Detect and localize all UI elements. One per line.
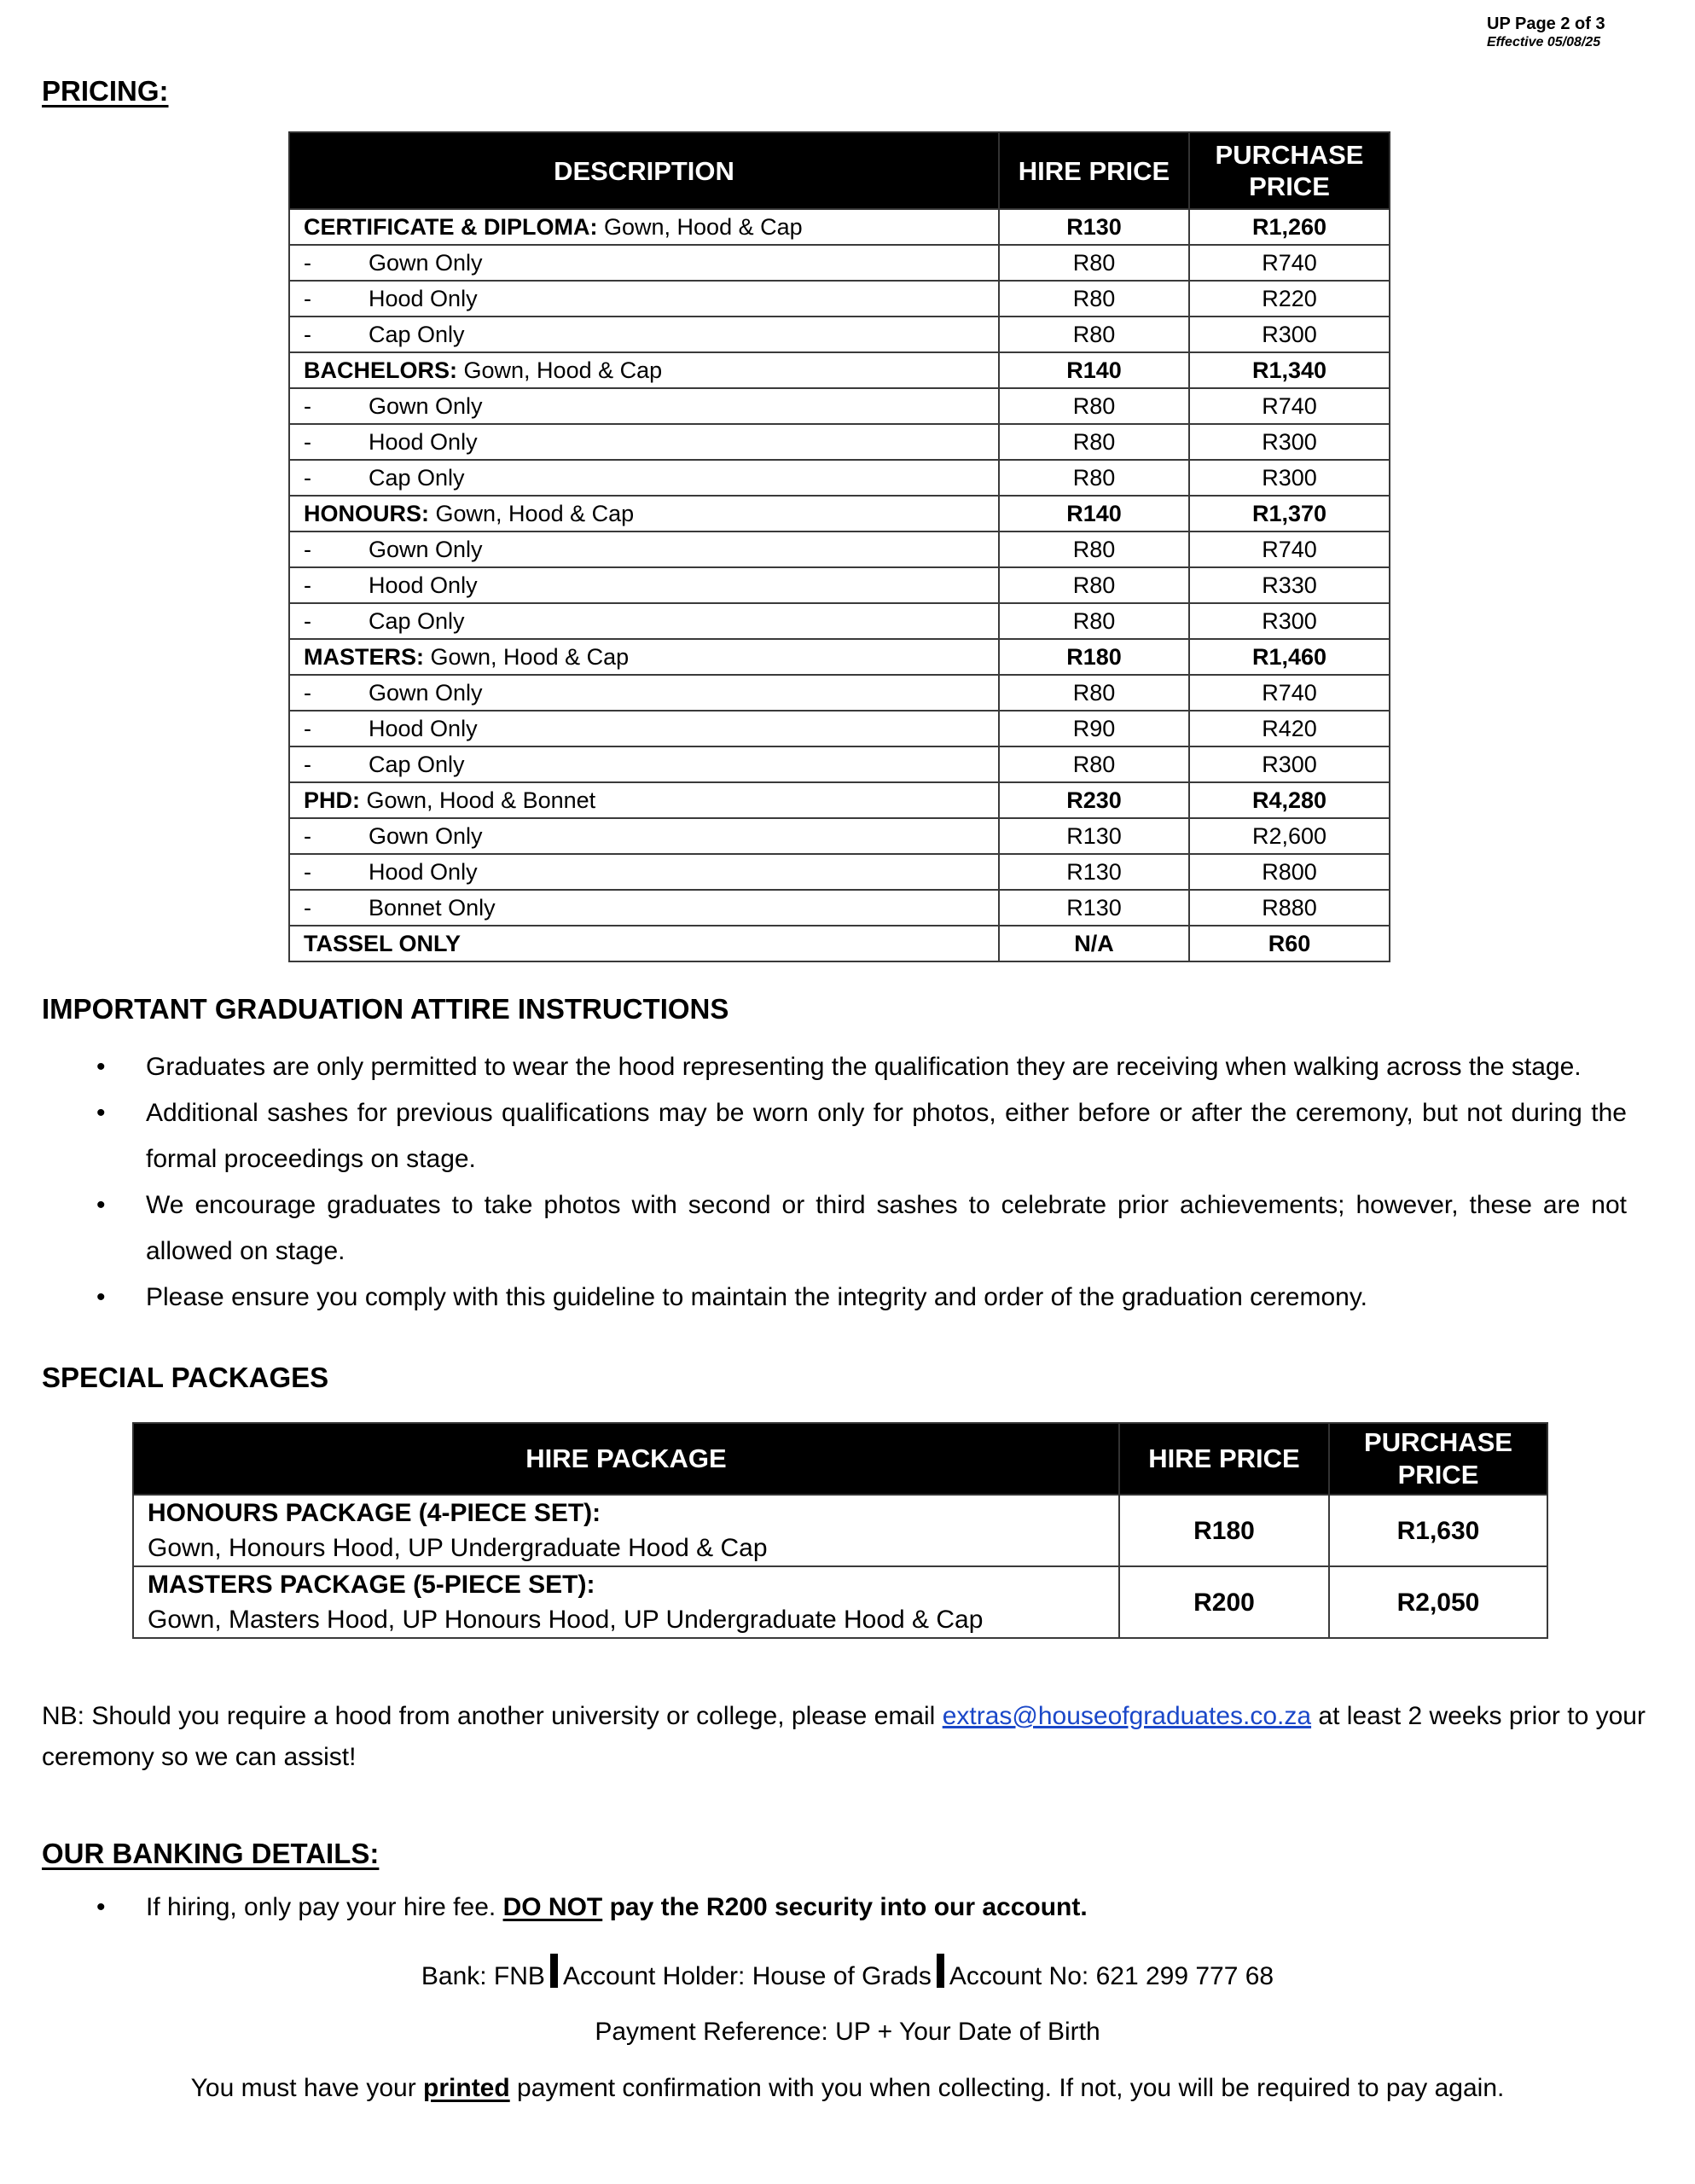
dash-marker: -: [304, 536, 311, 562]
table-row: [133, 1566, 1547, 1638]
dash-marker: -: [304, 321, 311, 347]
table-row: [289, 746, 1390, 782]
item-hire-price: R80: [999, 424, 1189, 460]
item-purchase-price: R300: [1189, 317, 1390, 352]
table-row-group: [289, 209, 1390, 245]
item-name: Cap Only: [369, 464, 465, 491]
email-link[interactable]: extras@houseofgraduates.co.za: [942, 1702, 1312, 1730]
item-purchase-price: R300: [1189, 424, 1390, 460]
item-hire-price: R80: [999, 317, 1189, 352]
list-item: • Graduates are only permitted to wear the hood representing the qualification they are receiving when walking across the stage.: [42, 1044, 1627, 1090]
item-purchase-price: R740: [1189, 388, 1390, 424]
item-purchase-price: R740: [1189, 675, 1390, 711]
table-row: [289, 711, 1390, 746]
item-purchase-price: R740: [1189, 531, 1390, 567]
item-hire-price: R90: [999, 711, 1189, 746]
dash-marker: -: [304, 428, 311, 455]
package-description: [133, 1566, 1119, 1638]
tassel-hire-price: N/A: [999, 926, 1189, 961]
package-description: [133, 1495, 1119, 1566]
item-purchase-price: R740: [1189, 245, 1390, 281]
separator-bar-icon: [550, 1954, 558, 1988]
item-purchase-price: R880: [1189, 890, 1390, 926]
dash-marker: -: [304, 715, 311, 741]
item-name: Cap Only: [369, 751, 465, 777]
bullet-icon: •: [96, 1099, 106, 1127]
dash-marker: -: [304, 822, 311, 849]
dash-marker: -: [304, 572, 311, 598]
table-row: [133, 1495, 1547, 1566]
item-purchase-price: R330: [1189, 567, 1390, 603]
page-meta: [1487, 14, 1605, 51]
group-hire-price: R230: [999, 782, 1189, 818]
item-hire-price: R80: [999, 281, 1189, 317]
item-hire-price: R80: [999, 746, 1189, 782]
special-packages-heading: SPECIAL PACKAGES: [42, 1362, 329, 1393]
item-name: Gown Only: [369, 249, 483, 276]
nb-note: NB: Should you require a hood from another university or college, please email extras@houseofgraduates.co.za at least 2 weeks prior to your ceremony so we can assist!: [42, 1702, 1646, 1771]
table-row: [289, 818, 1390, 854]
dash-marker: -: [304, 285, 311, 311]
item-hire-price: R80: [999, 675, 1189, 711]
dash-marker: -: [304, 679, 311, 706]
page-number-label: UP Page 2 of 3: [1487, 15, 1605, 33]
item-name: Gown Only: [369, 822, 483, 849]
item-hire-price: R130: [999, 854, 1189, 890]
item-purchase-price: R300: [1189, 746, 1390, 782]
bank-details-line: [0, 1954, 1695, 1994]
item-name: Gown Only: [369, 536, 483, 562]
table-row: [289, 603, 1390, 639]
list-item: • We encourage graduates to take photos with second or third sashes to celebrate prior achievements; however, these are not allowed on stage.: [42, 1182, 1627, 1275]
dash-marker: -: [304, 894, 311, 921]
package-hire-price: R200: [1119, 1566, 1329, 1638]
column-header-hire-package: HIRE PACKAGE: [133, 1423, 1119, 1495]
item-name: Gown Only: [369, 679, 483, 706]
table-row: [289, 317, 1390, 352]
item-name: Cap Only: [369, 607, 465, 634]
table-row: [289, 424, 1390, 460]
tassel-label: TASSEL ONLY: [289, 926, 999, 961]
column-header-purchase-price: PURCHASE PRICE: [1189, 132, 1390, 209]
item-hire-price: R130: [999, 890, 1189, 926]
list-item: • Please ensure you comply with this guideline to maintain the integrity and order of the graduation ceremony.: [42, 1275, 1627, 1321]
group-label: PHD:: [304, 787, 360, 813]
item-name: Hood Only: [369, 572, 478, 598]
item-purchase-price: R420: [1189, 711, 1390, 746]
item-purchase-price: R300: [1189, 603, 1390, 639]
group-purchase-price: R1,460: [1189, 639, 1390, 675]
item-name: Hood Only: [369, 858, 478, 885]
group-hire-price: R140: [999, 352, 1189, 388]
package-title: MASTERS PACKAGE (5-PIECE SET):: [148, 1571, 595, 1599]
column-header-purchase-price: PURCHASE PRICE: [1329, 1423, 1547, 1495]
bank-name: Bank: FNB: [421, 1962, 545, 1990]
bullet-icon: •: [96, 1191, 106, 1219]
banking-heading: OUR BANKING DETAILS:: [42, 1838, 380, 1869]
table-row: [289, 890, 1390, 926]
table-row: [289, 531, 1390, 567]
table-row: [289, 281, 1390, 317]
list-item: • Additional sashes for previous qualifications may be worn only for photos, either before or after the ceremony, but not during the formal proceedings on stage.: [42, 1090, 1627, 1182]
payment-reference: Payment Reference: UP + Your Date of Birth: [595, 2018, 1100, 2046]
item-purchase-price: R800: [1189, 854, 1390, 890]
table-row-tassel: [289, 926, 1390, 961]
account-holder: Account Holder: House of Grads: [562, 1962, 932, 1990]
payment-confirmation-note: You must have your printed payment confirmation with you when collecting. If not, you will be required to pay again.: [190, 2074, 1505, 2102]
dash-marker: -: [304, 751, 311, 777]
table-row: [289, 675, 1390, 711]
tassel-purchase-price: R60: [1189, 926, 1390, 961]
packages-table: [132, 1422, 1548, 1639]
pricing-table: [288, 131, 1390, 962]
group-purchase-price: R1,260: [1189, 209, 1390, 245]
group-label: BACHELORS:: [304, 357, 457, 383]
package-title: HONOURS PACKAGE (4-PIECE SET):: [148, 1499, 601, 1527]
group-hire-price: R130: [999, 209, 1189, 245]
item-hire-price: R80: [999, 531, 1189, 567]
group-purchase-price: R1,370: [1189, 496, 1390, 531]
bullet-icon: •: [96, 1283, 106, 1311]
group-label: HONOURS:: [304, 500, 429, 526]
item-name: Hood Only: [369, 428, 478, 455]
group-items: Gown, Hood & Cap: [435, 500, 635, 526]
package-items: Gown, Honours Hood, UP Undergraduate Hood & Cap: [148, 1534, 768, 1562]
table-row: [289, 245, 1390, 281]
group-description: [289, 782, 999, 818]
instructions-list: [42, 1044, 1627, 1321]
table-row-group: [289, 639, 1390, 675]
group-items: Gown, Hood & Cap: [430, 643, 630, 670]
dash-marker: -: [304, 249, 311, 276]
item-hire-price: R80: [999, 603, 1189, 639]
column-header-hire-price: HIRE PRICE: [1119, 1423, 1329, 1495]
group-description: [289, 496, 999, 531]
item-purchase-price: R300: [1189, 460, 1390, 496]
group-description: [289, 352, 999, 388]
effective-date: Effective 05/08/25: [1487, 35, 1601, 49]
item-name: Gown Only: [369, 392, 483, 419]
group-description: [289, 209, 999, 245]
table-row: [289, 460, 1390, 496]
table-row: [289, 388, 1390, 424]
group-label: CERTIFICATE & DIPLOMA:: [304, 213, 598, 240]
item-hire-price: R130: [999, 818, 1189, 854]
group-items: Gown, Hood & Cap: [463, 357, 663, 383]
package-items: Gown, Masters Hood, UP Honours Hood, UP Undergraduate Hood & Cap: [148, 1606, 984, 1634]
item-name: Bonnet Only: [369, 894, 496, 921]
group-hire-price: R180: [999, 639, 1189, 675]
bullet-icon: •: [96, 1053, 106, 1081]
table-row: [289, 854, 1390, 890]
pricing-table-header: [289, 132, 1390, 209]
column-header-description: DESCRIPTION: [289, 132, 999, 209]
column-header-hire-price: HIRE PRICE: [999, 132, 1189, 209]
do-not-emphasis: DO NOT: [502, 1893, 603, 1921]
table-row-group: [289, 496, 1390, 531]
item-purchase-price: R2,600: [1189, 818, 1390, 854]
separator-bar-icon: [937, 1954, 944, 1988]
group-description: [289, 639, 999, 675]
item-name: Hood Only: [369, 285, 478, 311]
item-hire-price: R80: [999, 567, 1189, 603]
account-number: Account No: 621 299 777 68: [949, 1962, 1274, 1990]
item-name: Hood Only: [369, 715, 478, 741]
group-purchase-price: R4,280: [1189, 782, 1390, 818]
pricing-heading: PRICING:: [42, 75, 169, 107]
item-purchase-price: R220: [1189, 281, 1390, 317]
table-row-group: [289, 352, 1390, 388]
item-name: Cap Only: [369, 321, 465, 347]
item-hire-price: R80: [999, 460, 1189, 496]
banking-bullet: • If hiring, only pay your hire fee. DO NOT pay the R200 security into our account.: [42, 1891, 1088, 1925]
group-hire-price: R140: [999, 496, 1189, 531]
group-items: Gown, Hood & Bonnet: [366, 787, 596, 813]
instructions-heading: IMPORTANT GRADUATION ATTIRE INSTRUCTIONS: [42, 993, 729, 1025]
packages-table-header: [133, 1423, 1547, 1495]
item-hire-price: R80: [999, 245, 1189, 281]
group-items: Gown, Hood & Cap: [604, 213, 803, 240]
group-purchase-price: R1,340: [1189, 352, 1390, 388]
package-hire-price: R180: [1119, 1495, 1329, 1566]
dash-marker: -: [304, 607, 311, 634]
dash-marker: -: [304, 392, 311, 419]
table-row: [289, 567, 1390, 603]
printed-emphasis: printed: [423, 2074, 510, 2102]
item-hire-price: R80: [999, 388, 1189, 424]
table-row-group: [289, 782, 1390, 818]
package-purchase-price: R2,050: [1329, 1566, 1547, 1638]
dash-marker: -: [304, 464, 311, 491]
package-purchase-price: R1,630: [1329, 1495, 1547, 1566]
group-label: MASTERS:: [304, 643, 424, 670]
dash-marker: -: [304, 858, 311, 885]
bullet-icon: •: [96, 1893, 106, 1921]
